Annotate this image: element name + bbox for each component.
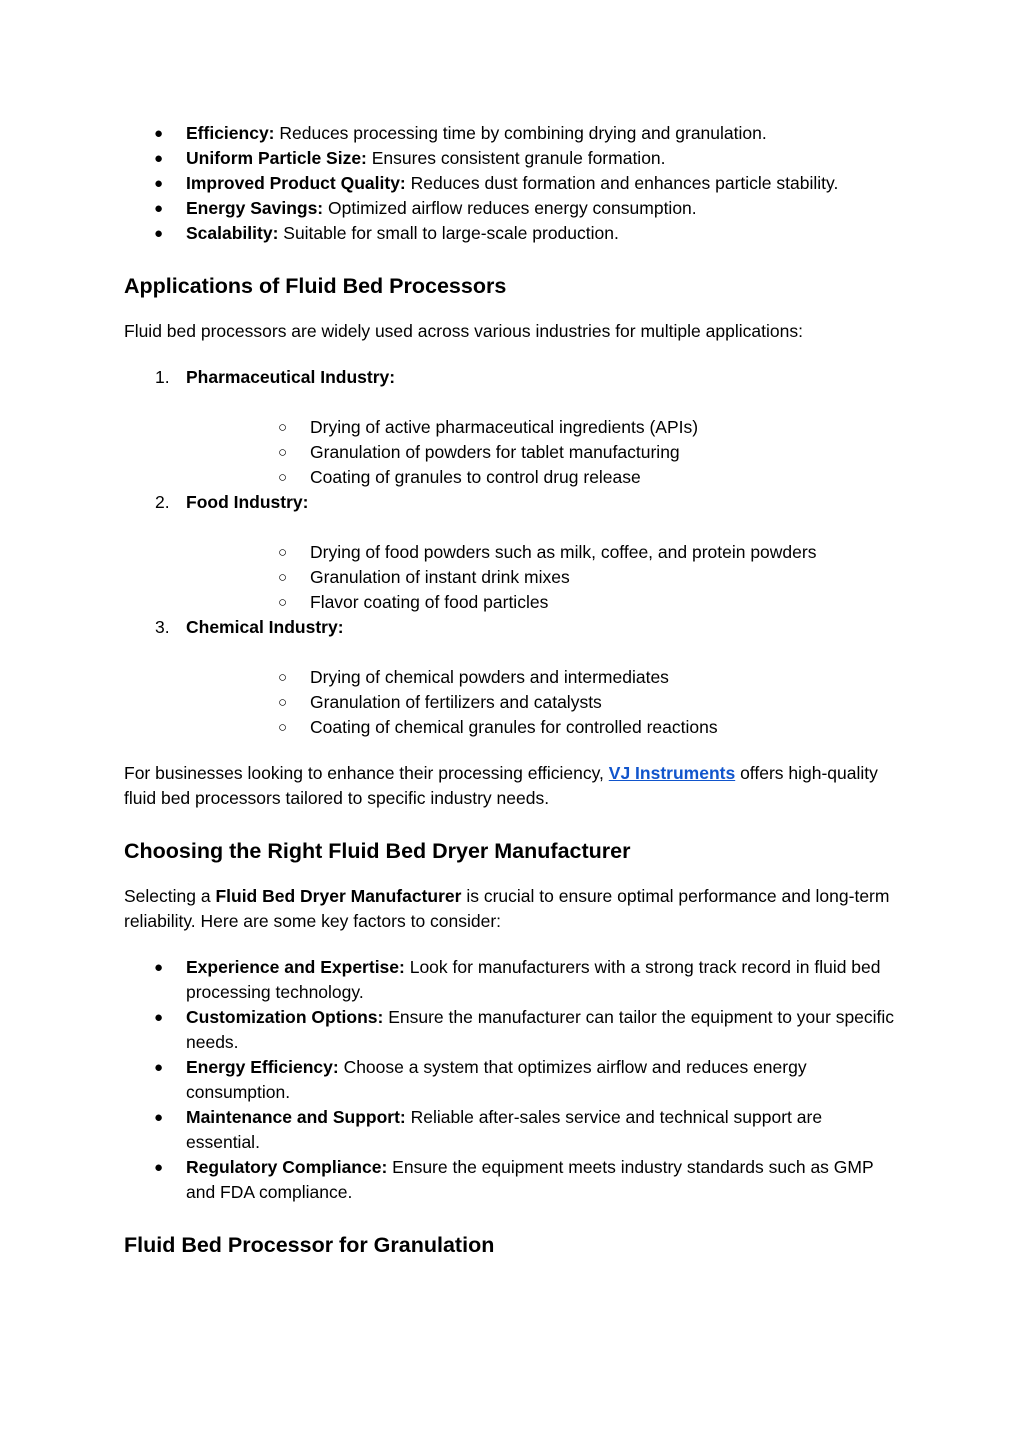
bullet-icon: ● <box>154 1109 164 1126</box>
sublist-text: Granulation of instant drink mixes <box>310 567 570 587</box>
industry-item <box>124 365 900 490</box>
bullet-icon: ● <box>154 175 164 192</box>
list-item <box>124 121 900 146</box>
item-label: Uniform Particle Size: <box>186 148 367 168</box>
item-number: 1. <box>155 367 170 387</box>
item-number: 3. <box>155 617 170 637</box>
intro-bold-term: Fluid Bed Dryer Manufacturer <box>215 886 462 906</box>
factors-list <box>124 955 900 1205</box>
list-item <box>124 146 900 171</box>
list-item <box>124 1105 900 1155</box>
item-text: Ensure the manufacturer can tailor the equipment to your specific needs. <box>186 1007 895 1052</box>
vj-instruments-link[interactable]: VJ Instruments <box>608 763 736 783</box>
intro-text-start: Selecting a <box>124 886 216 906</box>
applications-intro: Fluid bed processors are widely used across various industries for multiple applications: <box>124 321 803 341</box>
sublist-text: Drying of food powders such as milk, coffee, and protein powders <box>310 542 817 562</box>
item-text: Suitable for small to large-scale production. <box>278 223 619 243</box>
circle-bullet-icon: ○ <box>278 469 288 486</box>
sublist-item <box>186 565 900 590</box>
item-text: Optimized airflow reduces energy consumption. <box>323 198 697 218</box>
circle-bullet-icon: ○ <box>278 444 288 461</box>
item-text: Reduces processing time by combining drying and granulation. <box>274 123 767 143</box>
item-label: Efficiency: <box>186 123 275 143</box>
item-text: Ensures consistent granule formation. <box>366 148 666 168</box>
closing-text-start: For businesses looking to enhance their processing efficiency, <box>124 763 609 783</box>
sublist-item <box>186 415 900 440</box>
granulation-heading: Fluid Bed Processor for Granulation <box>124 1233 495 1257</box>
item-label: Scalability: <box>186 223 279 243</box>
list-item <box>124 221 900 246</box>
item-text: Choose a system that optimizes airflow and reduces energy consumption. <box>186 1057 807 1102</box>
item-label: Energy Savings: <box>186 198 324 218</box>
sublist-item <box>186 590 900 615</box>
intro-text-end: is crucial to ensure optimal performance and long-term reliability. Here are some key factors to consider: <box>124 886 890 931</box>
bullet-icon: ● <box>154 200 164 217</box>
industry-name: Food Industry: <box>186 492 309 512</box>
bullet-icon: ● <box>154 125 164 142</box>
industry-sublist <box>186 415 900 490</box>
sublist-text: Drying of chemical powders and intermediates <box>310 667 669 687</box>
list-item <box>124 955 900 1005</box>
closing-text-end: offers high-quality fluid bed processors tailored to specific industry needs. <box>124 763 878 808</box>
sublist-item <box>186 715 900 740</box>
bullet-icon: ● <box>154 150 164 167</box>
list-item <box>124 1155 900 1205</box>
circle-bullet-icon: ○ <box>278 544 288 561</box>
circle-bullet-icon: ○ <box>278 719 288 736</box>
bullet-icon: ● <box>154 1159 164 1176</box>
industry-item <box>124 490 900 615</box>
circle-bullet-icon: ○ <box>278 694 288 711</box>
sublist-item <box>186 665 900 690</box>
list-item <box>124 196 900 221</box>
item-text: Ensure the equipment meets industry standards such as GMP and FDA compliance. <box>186 1157 874 1202</box>
circle-bullet-icon: ○ <box>278 669 288 686</box>
item-label: Maintenance and Support: <box>186 1107 406 1127</box>
item-label: Improved Product Quality: <box>186 173 406 193</box>
list-item <box>124 1055 900 1105</box>
sublist-text: Drying of active pharmaceutical ingredients (APIs) <box>310 417 699 437</box>
industries-list <box>124 365 900 740</box>
sublist-text: Coating of chemical granules for controlled reactions <box>310 717 718 737</box>
list-item <box>124 171 900 196</box>
choosing-intro <box>124 884 900 934</box>
applications-closing <box>124 761 900 811</box>
item-label: Regulatory Compliance: <box>186 1157 388 1177</box>
bullet-icon: ● <box>154 225 164 242</box>
sublist-item <box>186 465 900 490</box>
applications-heading: Applications of Fluid Bed Processors <box>124 274 507 298</box>
circle-bullet-icon: ○ <box>278 594 288 611</box>
item-label: Experience and Expertise: <box>186 957 405 977</box>
bullet-icon: ● <box>154 1009 164 1026</box>
sublist-item <box>186 440 900 465</box>
list-item <box>124 1005 900 1055</box>
circle-bullet-icon: ○ <box>278 569 288 586</box>
sublist-text: Granulation of fertilizers and catalysts <box>310 692 602 712</box>
bullet-icon: ● <box>154 959 164 976</box>
industry-item <box>124 615 900 740</box>
industry-name: Chemical Industry: <box>186 617 344 637</box>
document-page <box>124 121 900 1260</box>
choosing-heading: Choosing the Right Fluid Bed Dryer Manufacturer <box>124 839 631 863</box>
item-number: 2. <box>155 492 170 512</box>
sublist-item <box>186 540 900 565</box>
item-text: Look for manufacturers with a strong track record in fluid bed processing technology. <box>186 957 881 1002</box>
sublist-text: Granulation of powders for tablet manufacturing <box>310 442 680 462</box>
sublist-item <box>186 690 900 715</box>
benefits-list <box>124 121 900 246</box>
item-text: Reduces dust formation and enhances particle stability. <box>405 173 839 193</box>
item-label: Customization Options: <box>186 1007 384 1027</box>
item-label: Energy Efficiency: <box>186 1057 339 1077</box>
item-text: Reliable after-sales service and technical support are essential. <box>186 1107 823 1152</box>
industry-sublist <box>186 665 900 740</box>
sublist-text: Coating of granules to control drug release <box>310 467 641 487</box>
sublist-text: Flavor coating of food particles <box>310 592 549 612</box>
circle-bullet-icon: ○ <box>278 419 288 436</box>
bullet-icon: ● <box>154 1059 164 1076</box>
industry-sublist <box>186 540 900 615</box>
industry-name: Pharmaceutical Industry: <box>186 367 396 387</box>
